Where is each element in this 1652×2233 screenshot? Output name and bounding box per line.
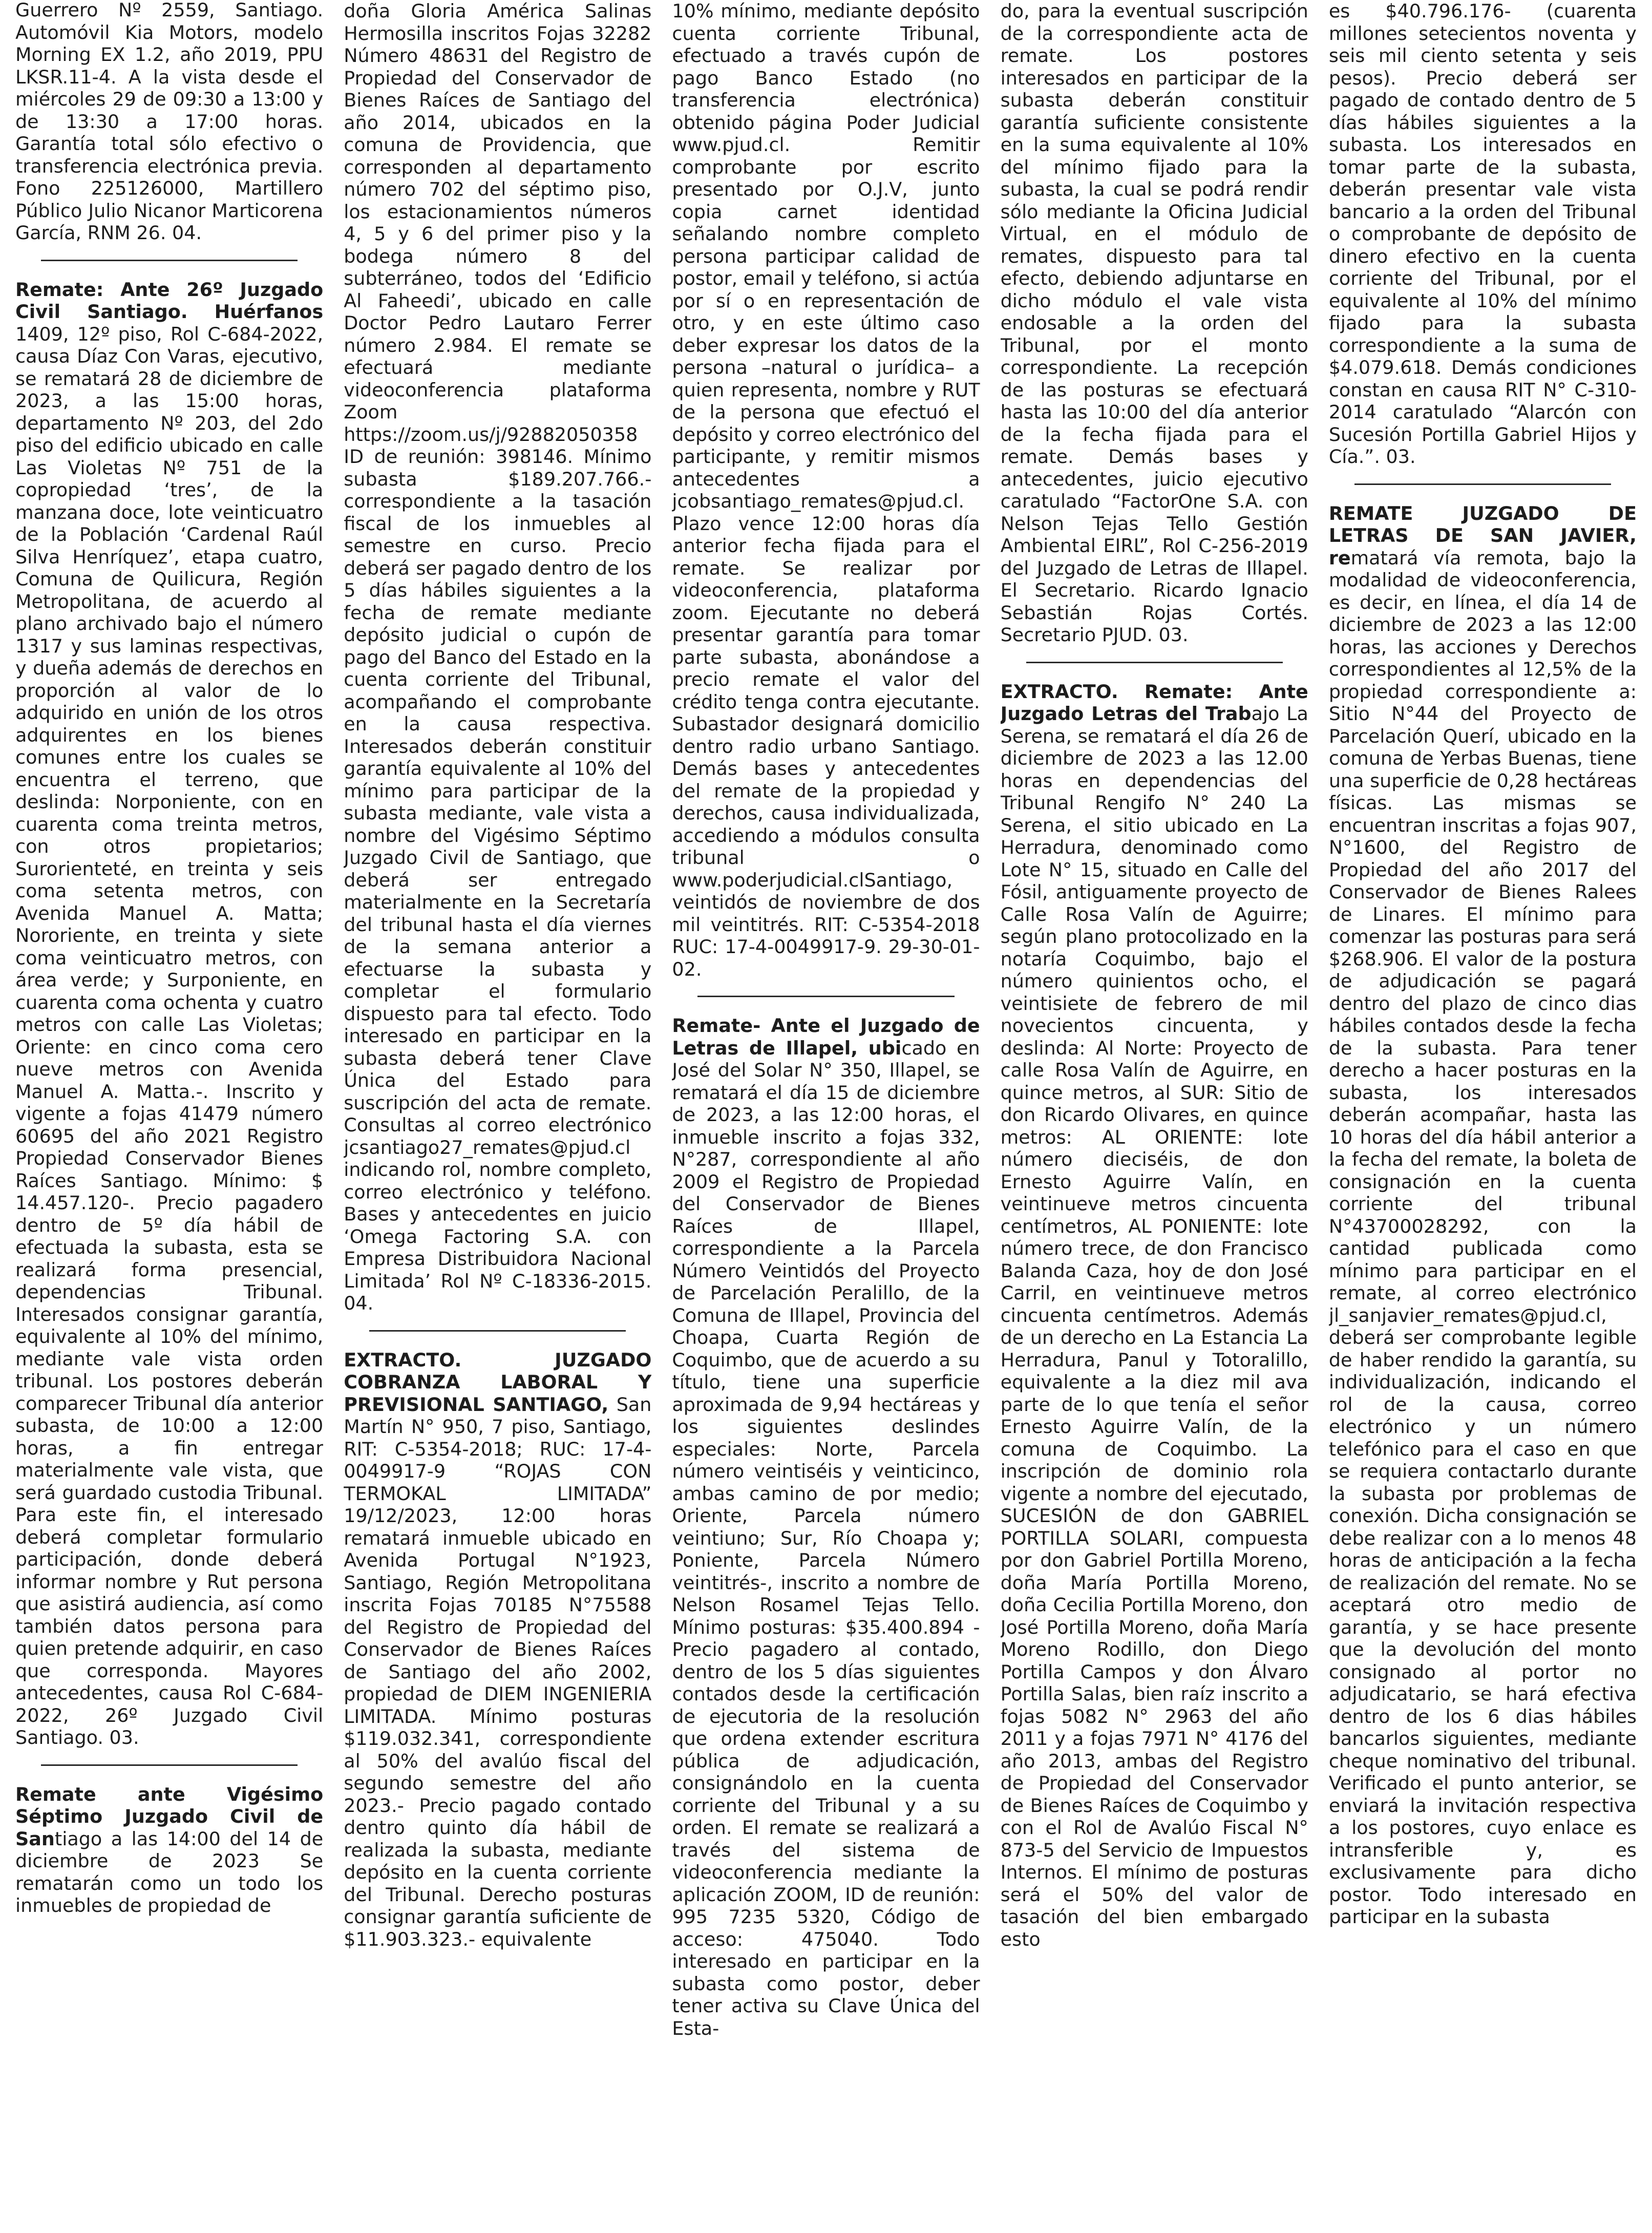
notice-body: es $40.796.176- (cuarenta millones setecientos noventa y seis mil ciento setenta y seis pesos). Precio deberá ser pagado de contado dentro de 5 días hábiles siguientes a la subasta. Los interesados en tomar parte de la subasta, deberán presentar vale vista bancario a la orden del Tribunal o comprobante de depósito de dinero efectivo en la cuenta corriente del Tribunal, por el equivalente al 10% del mínimo fijado para la subasta correspondiente a la suma de $4.079.618. Demás condiciones constan en causa RIT N° C-310-2014 caratulado “Alarcón con Sucesión Portilla Gabriel Hijos y Cía.”. 03. [1328,0,1637,468]
notice-body: ajo La Serena, se rematará el día 26 de diciembre de 2023 a las 12.00 horas en dependencias del Tribunal Rengifo N° 240 La Serena, el sitio ubicado en La Herradura, denominado como Lote N° 15, situado en Calle del Fósil, antiguamente proyecto de Calle Rosa Valín de Aguirre; según plano protocolizado en la notaría Coquimbo, bajo el número quinientos ocho, el veintisiete de febrero de mil novecientos cincuenta, y deslinda: Al Norte: Proyecto de calle Rosa Valín de Aguirre, en quince metros, al SUR: Sitio de don Ricardo Olivares, en quince metros: AL ORIENTE: lote número dieciséis, de don Ernesto Aguirre Valín, en veintinueve metros cincuenta centímetros, AL PONIENTE: lote número trece, de don Francisco Balanda Caza, hoy de don José Carril, en veintinueve metros cincuenta centímetros. Además de un derecho en La Estancia La Herradura, Panul y Totoralillo, equivalente a la diez mil ava parte de lo que tenía el señor Ernesto Aguirre Valín, de la comuna de Coquimbo. La inscripción de dominio rola vigente a nombre del ejecutado, SUCESIÓN de don GABRIEL PORTILLA SOLARI, compuesta por don Gabriel Portilla Moreno, doña María Portilla Moreno, doña Cecilia Portilla Moreno, don José Portilla Moreno, doña María Moreno Rodillo, don Diego Portilla Campos y don Álvaro Portilla Salas, bien raíz inscrito a fojas 5082 N° 2963 del año 2011 y a fojas 7971 N° 4176 del año 2013, ambas del Registro de Propiedad del Conservador de Bienes Raíces de Coquimbo y con el Rol de Avalúo Fiscal N° 873-5 del Servicio de Impuestos Internos. El mínimo de posturas será el 50% del valor de tasación del bien embargado esto [1000,703,1308,1950]
notice-remate-juzgado-illapel-continuation [1001,0,1308,646]
notice-remate-juzgado-san-javier [1329,502,1637,1928]
notice-body: do, para la eventual suscripción de la correspondiente acta de remate. Los postores interesados en participar de la subasta deberán constituir garantía suficiente consistente en la suma equivalente al 10% del mínimo fijado para la subasta, la cual se podrá rendir sólo mediante la Oficina Judicial Virtual, en el módulo de remates, dispuesto para tal efecto, debiendo adjuntarse en dicho módulo el vale vista endosable a la orden del Tribunal, por el monto correspondiente. La recepción de las posturas se efectuará hasta las 10:00 del día anterior de la fecha fijada para el remate. Demás bases y antecedentes, juicio ejecutivo caratulado “FactorOne S.A. con Nelson Tejas Tello Gestión Ambiental EIRL”, Rol C-256-2019 del Juzgado de Letras de Illapel. El Secretario. Ricardo Ignacio Sebastián Rojas Cortés. Secretario PJUD. 03. [1000,0,1308,646]
column-4 [1001,0,1308,2233]
column-2 [344,0,651,2233]
notice-heading: Remate: Ante 26º Juzgado Civil Santiago. Huérfanos [15,278,324,323]
notice-remate-26-juzgado-civil [15,279,323,1749]
notice-body: San Martín N° 950, 7 piso, Santiago, RIT: C-5354-2018; RUC: 17-4-0049917-9 “ROJAS CON TERMOKAL LIMITADA” 19/12/2023, 12:00 horas rematará inmueble ubicado en Avenida Portugal N°1923, Santiago, Región Metropolitana inscrita Fojas 70185 N°75588 del Registro de Propiedad del Conservador de Bienes Raíces de Santiago del año 2002, propiedad de DIEM INGENIERIA LIMITADA. Mínimo posturas $119.032.341, correspondiente al 50% del avalúo fiscal del segundo semestre del año 2023.- Precio pagado contado dentro quinto día hábil de realizada la subasta, mediante depósito en la cuenta corriente del Tribunal. Derecho posturas consignar garantía suficiente de $11.903.323.- equivalente [344,1393,652,1950]
notice-extracto-juzgado-trabajo-la-serena [1001,681,1308,1951]
column-1 [15,0,323,2233]
notice-divider [41,1764,298,1766]
notice-remate-27-juzgado-civil-continuation [344,0,651,1315]
column-3 [672,0,980,2233]
notice-body: doña Gloria América Salinas Hermosilla inscritos Fojas 32282 Número 48631 del Registro de Propiedad del Conservador de Bienes Raíces de Santiago del año 2014, ubicados en la comuna de Providencia, que corresponden al departamento número 702 del séptimo piso, los estacionamientos números 4, 5 y 6 del primer piso y la bodega número 8 del subterráneo, todos del ‘Edificio Al Faheedi’, ubicado en calle Doctor Pedro Lautaro Ferrer número 2.984. El remate se efectuará mediante videoconferencia plataforma Zoom https://zoom.us/j/92882050358 ID de reunión: 398146. Mínimo subasta $189.207.766.- correspondiente a la tasación fiscal de los inmuebles al semestre en curso. Precio deberá ser pagado dentro de los 5 días hábiles siguientes a la fecha de remate mediante depósito judicial o cupón de pago del Banco del Estado en la cuenta corriente del Tribunal, acompañando el comprobante en la causa respectiva. Interesados deberán constituir garantía equivalente al 10% del mínimo para participar de la subasta mediante, vale vista a nombre del Vigésimo Séptimo Juzgado Civil de Santiago, que deberá ser entregado materialmente en la Secretaría del tribunal hasta el día viernes de la semana anterior a efectuarse la subasta y completar el formulario dispuesto para tal efecto. Todo interesado en participar en la subasta deberá tener Clave Única del Estado para suscripción del acta de remate. Consultas al correo electrónico jcsantiago27_remates@pjud.cl indicando rol, nombre completo, correo electrónico y teléfono. Bases y antecedentes en juicio ‘Omega Factoring S.A. con Empresa Distribuidora Nacional Limitada’ Rol Nº C-18336-2015. 04. [344,0,652,1314]
notice-heading: EXTRACTO. Remate: Ante Juzgado Letras del Trab [1000,680,1308,725]
notice-body: Guerrero Nº 2559, Santiago. Automóvil Kia Motors, modelo Morning EX 1.2, año 2019, PPU LKSR.11-4. A la vista desde el miércoles 29 de 09:30 a 13:00 y de 13:30 a 17:00 horas. Garantía total sólo efectivo o transferencia electrónica previa. Fono 225126000, Martillero Público Julio Nicanor Marticorena García, RNM 26. 04. [15,0,324,244]
notice-auto-kia-continuation [15,0,323,244]
notice-remate-juzgado-illapel [672,1015,980,2039]
notice-heading: REMATE JUZGADO DE LETRAS DE SAN JAVIER, re [1328,502,1637,569]
notice-divider [1026,662,1283,663]
notice-body: tiago a las 14:00 del 14 de diciembre de 2023 Se rematarán como un todo los inmuebles de propiedad de [15,1827,324,1916]
notice-heading: EXTRACTO. JUZGADO COBRANZA LABORAL Y PREVISIONAL SANTIAGO, [344,1349,652,1416]
notice-remate-27-juzgado-civil [15,1783,323,1917]
notice-heading: Remate ante Vigésimo Séptimo Juzgado Civil de San [15,1783,324,1850]
notice-divider [41,260,298,261]
notice-la-serena-continuation [1329,0,1637,468]
notice-body: matará vía remota, bajo la modalidad de videoconferencia, es decir, en línea, el día 14 de diciembre de 2023 a las 12:00 horas, las acciones y Derechos correspondientes al 12,5% de la propiedad correspondiente a: Sitio N°44 del Proyecto de Parcelación Querí, ubicado en la comuna de Yerbas Buenas, tiene una superficie de 0,28 hectáreas físicas. Las mismas se encuentran inscritas a fojas 907, N°1600, del Registro de Propiedad del año 2017 del Conservador de Bienes Ralees de Linares. El mínimo para comenzar las posturas para será $268.906. El valor de la postura de adjudicación se pagará dentro del plazo de cinco dias hábiles contados desde la fecha de la subasta. Para tener derecho a hacer posturas en la subasta, los interesados deberán acompañar, hasta las 10 horas del día hábil anterior a la fecha del remate, la boleta de consignación en la cuenta corriente del tribunal N°43700028292, con la cantidad publicada como mínimo para participar en el remate, al correo electrónico jl_sanjavier_remates@pjud.cl, deberá ser comprobante legible de haber rendido la garantía, su individualización, indicando el rol de la causa, correo electrónico y un número telefónico para el caso en que se requiera contactarlo durante la subasta por problemas de conexión. Dicha consignación se debe realizar con a lo menos 48 horas de anticipación a la fecha de realización del remate. No se aceptará otro medio de garantía, y se hace presente que la devolución del monto consignado al portor no adjudicatario, se hará efectiva dentro de los 6 dias hábiles bancarlos siguientes, mediante cheque nominativo del tribunal. Verificado el punto anterior, se enviará la invitación respectiva a los postores, cuyo enlace es intransferible y, es exclusivamente para dicho postor. Todo interesado en participar en la subasta [1328,546,1637,1928]
notice-heading: Remate- Ante el Juzgado de Letras de Illapel, ubi [672,1015,980,1059]
notice-extracto-cobranza-laboral-continuation [672,0,980,980]
notice-divider [369,1330,626,1332]
notice-divider [697,996,954,997]
notice-extracto-cobranza-laboral [344,1349,651,1951]
column-5 [1329,0,1637,2233]
notice-body: 1409, 12º piso, Rol C-684-2022, causa Díaz Con Varas, ejecutivo, se rematará 28 de diciembre de 2023, a las 15:00 horas, departamento Nº 203, del 2do piso del edificio ubicado en calle Las Violetas Nº 751 de la copropiedad ‘tres’, de la manzana doce, lote veinticuatro de la Población ‘Cardenal Raúl Silva Henríquez’, etapa cuatro, Comuna de Quilicura, Región Metropolitana, de acuerdo al plano archivado bajo el número 1317 y sus laminas respectivas, y dueña además de derechos en proporción al valor de lo adquirido en unión de los otros adquirentes en los bienes comunes entre los cuales se encuentra el terreno, que deslinda: Norponiente, con en cuarenta coma treinta metros, con otros propietarios; Surorienteté, en treinta y seis coma setenta metros, con Avenida Manuel A. Matta; Nororiente, en treinta y siete coma veinticuatro metros, con área verde; y Surponiente, en cuarenta coma ochenta y cuatro metros con calle Las Violetas; Oriente: en cinco coma cero nueve metros con Avenida Manuel A. Matta.-. Inscrito y vigente a fojas 41479 número 60695 del año 2021 Registro Propiedad Conservador Bienes Raíces Santiago. Mínimo: $ 14.457.120-. Precio pagadero dentro de 5º día hábil de efectuada la subasta, esta se realizará forma presencial, dependencias Tribunal. Interesados consignar garantía, equivalente al 10% del mínimo, mediante vale vista orden tribunal. Los postores deberán comparecer Tribunal día anterior subasta, de 10:00 a 12:00 horas, a fin entregar materialmente vale vista, que será guardado custodia Tribunal. Para este fin, el interesado deberá completar formulario participación, donde deberá informar nombre y Rut persona que asistirá audiencia, así como también datos persona para quien pretende adquirir, en caso que corresponda. Mayores antecedentes, causa Rol C-684-2022, 26º Juzgado Civil Santiago. 03. [15,323,324,1749]
notice-body: 10% mínimo, mediante depósito cuenta corriente Tribunal, efectuado a través cupón de pago Banco Estado (no transferencia electrónica) obtenido página Poder Judicial www.pjud.cl. Remitir comprobante por escrito presentado por O.J.V, junto copia carnet identidad señalando nombre completo persona participar calidad de postor, email y teléfono, si actúa por sí o en representación de otro, y en este último caso deber expresar los datos de la persona –natural o jurídica– a quien representa, nombre y RUT de la persona que efectuó el depósito y correo electrónico del participante, y remitir mismos antecedentes a jcobsantiago_remates@pjud.cl. Plazo vence 12:00 horas día anterior fecha fijada para el remate. Se realizar por videoconferencia, plataforma zoom. Ejecutante no deberá presentar garantía para tomar parte subasta, abonándose a precio remate el valor del crédito tenga contra ejecutante. Subastador designará domicilio dentro radio urbano Santiago. Demás bases y antecedentes del remate de la propiedad y derechos, causa individualizada, accediendo a módulos consulta tribunal o www.poderjudicial.clSantiago, veintidós de noviembre de dos mil veintitrés. RIT: C-5354-2018 RUC: 17-4-0049917-9. 29-30-01-02. [672,0,980,980]
notice-body: cado en José del Solar N° 350, Illapel, se rematará el día 15 de diciembre de 2023, a las 12:00 horas, el inmueble inscrito a fojas 332, N°287, correspondiente al año 2009 el Registro de Propiedad del Conservador de Bienes Raíces de Illapel, correspondiente a la Parcela Número Veintidós del Proyecto de Parcelación Peralillo, de la Comuna de Illapel, Provincia del Choapa, Cuarta Región de Coquimbo, que de acuerdo a su título, tiene una superficie aproximada de 9,94 hectáreas y los siguientes deslindes especiales: Norte, Parcela número veintiséis y veinticinco, ambas camino de por medio; Oriente, Parcela número veintiuno; Sur, Río Choapa y; Poniente, Parcela Número veintitrés-, inscrito a nombre de Nelson Rosamel Tejas Tello. Mínimo posturas: $35.400.894 - Precio pagadero al contado, dentro de los 5 días siguientes contados desde la certificación de ejecutoria de la resolución que ordena extender escritura pública de adjudicación, consignándolo en la cuenta corriente del Tribunal y a su orden. El remate se realizará a través del sistema de videoconferencia mediante la aplicación ZOOM, ID de reunión: 995 7235 5320, Código de acceso: 475040. Todo interesado en participar en la subasta como postor, deber tener activa su Clave Única del Esta- [672,1037,980,2039]
notice-divider [1354,483,1611,485]
